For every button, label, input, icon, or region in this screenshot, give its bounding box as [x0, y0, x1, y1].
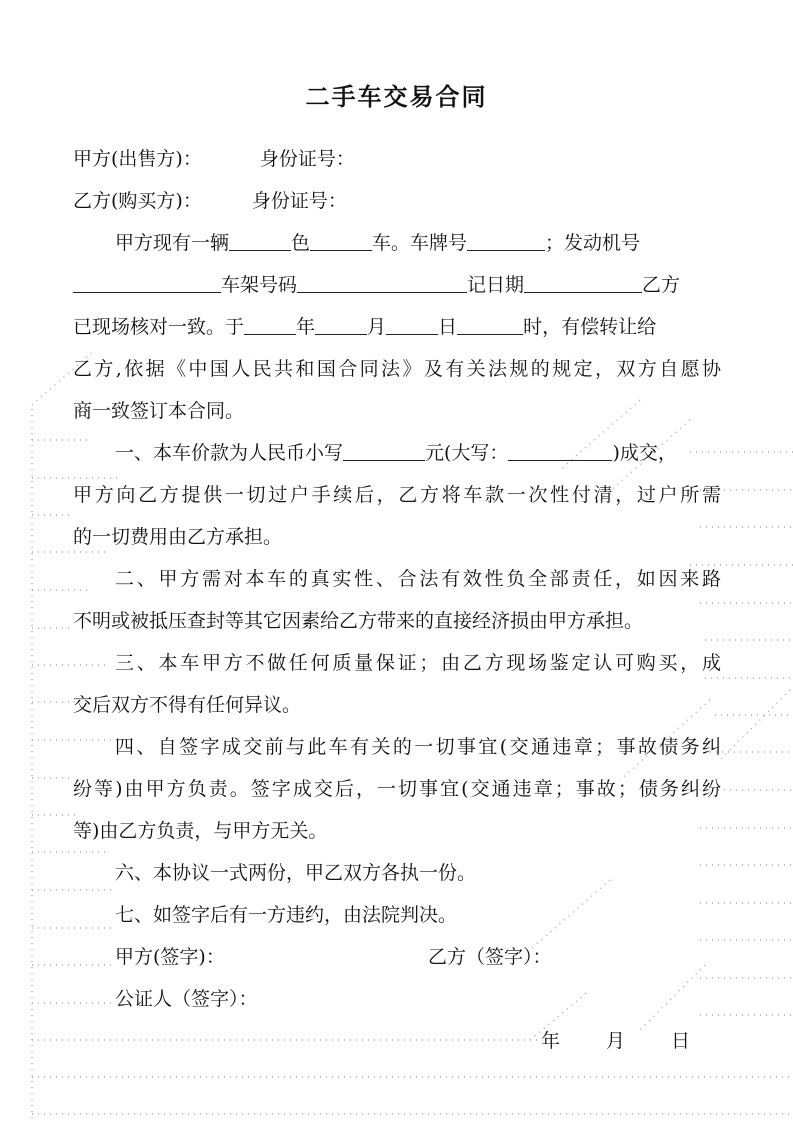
- color-blank: [229, 232, 291, 251]
- clause-2-line-1: 二、甲方需对本车的真实性、合法有效性负全部责任，如因来路: [115, 568, 721, 590]
- party-b-label: 乙方(购买方)：: [73, 190, 202, 212]
- intro-text: 月: [367, 316, 387, 338]
- intro-line-3: [73, 314, 656, 340]
- clause-text: 一、本车价款为人民币小写: [115, 442, 344, 464]
- intro-text: 已现场核对一致。于: [73, 316, 245, 338]
- clause-3-line-1: 三、本车甲方不做任何质量保证；由乙方现场鉴定认可购买，成: [115, 652, 721, 674]
- intro-text: 时，有偿转让给: [523, 316, 657, 338]
- clause-6: 六、本协议一式两份，甲乙双方各执一份。: [115, 862, 477, 884]
- intro-text: 色: [291, 232, 311, 254]
- clause-4-line-2: 纷等)由甲方负责。签字成交后，一切事宜(交通违章；事故；债务纠纷: [73, 778, 721, 800]
- price-figure-blank: [343, 442, 425, 461]
- intro-line-1: [115, 230, 640, 256]
- intro-text: 甲方现有一辆: [115, 232, 230, 254]
- day-blank: [386, 316, 438, 335]
- intro-text: 记日期: [467, 274, 525, 296]
- clause-text: 元(大写：: [425, 442, 509, 464]
- clause-3-line-2: 交后双方不得有任何异议。: [73, 694, 302, 716]
- party-b-line: [73, 188, 347, 214]
- clause-1-line-3: 的一切费用由乙方承担。: [73, 526, 283, 548]
- party-a-signature-label: 甲方(签字)：: [115, 946, 225, 968]
- party-a-line: [73, 146, 355, 172]
- intro-line-2: [73, 272, 680, 298]
- intro-text: 日: [438, 316, 458, 338]
- clause-7: 七、如签字后有一方违约，由法院判决。: [115, 904, 458, 926]
- register-date-blank: [524, 274, 642, 293]
- party-b-id-label: 身份证号：: [251, 190, 347, 212]
- price-words-blank: [508, 442, 612, 461]
- party-a-label: 甲方(出售方)：: [73, 148, 202, 170]
- clause-1-line-2: 甲方向乙方提供一切过户手续后，乙方将车款一次性付清，过户所需: [73, 484, 721, 506]
- hour-blank: [457, 316, 523, 335]
- date-day-label: 日: [671, 1030, 691, 1052]
- notary-signature-label: 公证人（签字）：: [115, 988, 258, 1010]
- plate-number-blank: [467, 232, 545, 251]
- intro-line-5: 商一致签订本合同。: [73, 400, 245, 422]
- clause-text: )成交，: [612, 442, 677, 464]
- intro-line-4: 乙方,依据《中国人民共和国合同法》及有关法规的规定，双方自愿协: [73, 358, 721, 380]
- document-title: 二手车交易合同: [305, 82, 488, 111]
- clause-1-line-1: [115, 440, 677, 466]
- model-blank: [310, 232, 372, 251]
- clause-4-line-1: 四、自签字成交前与此车有关的一切事宜(交通违章；事故债务纠: [115, 736, 721, 758]
- clause-2-line-2: 不明或被抵压查封等其它因素给乙方带来的直接经济损由甲方承担。: [73, 610, 644, 632]
- party-a-id-label: 身份证号：: [259, 148, 355, 170]
- vin-blank: [297, 274, 467, 293]
- year-blank: [244, 316, 296, 335]
- intro-text: 车。车牌号: [372, 232, 468, 254]
- party-b-signature-label: 乙方（签字）：: [428, 946, 552, 968]
- intro-text: ；发动机号: [545, 232, 641, 254]
- intro-text: 年: [296, 316, 316, 338]
- intro-text: 乙方: [642, 274, 681, 296]
- date-month-label: 月: [606, 1030, 626, 1052]
- month-blank: [315, 316, 367, 335]
- date-year-label: 年: [541, 1030, 561, 1052]
- clause-4-line-3: 等)由乙方负责，与甲方无关。: [73, 820, 328, 842]
- engine-number-blank: [73, 274, 221, 293]
- intro-text: 车架号码: [221, 274, 298, 296]
